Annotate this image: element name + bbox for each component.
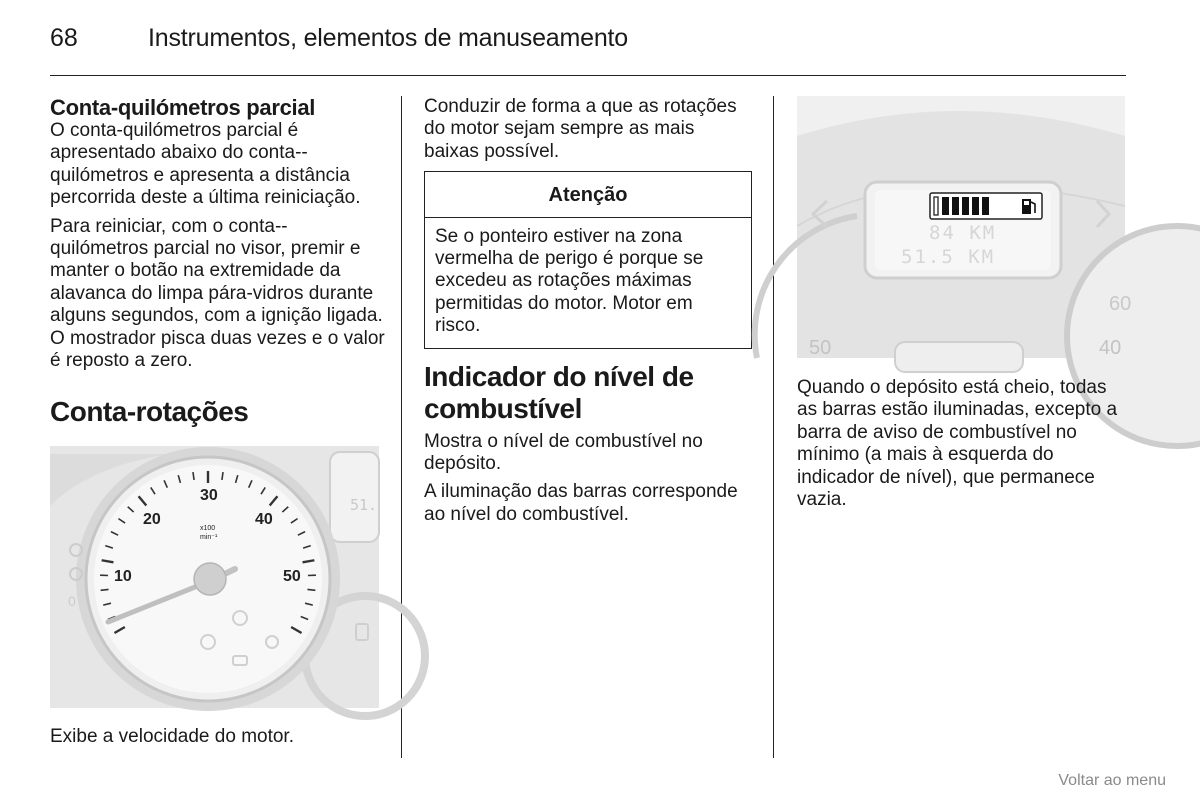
- svg-text:60: [1109, 293, 1131, 315]
- tick-mark: [307, 589, 315, 590]
- unit-label: x100: [200, 525, 216, 532]
- svg-text:10: [114, 568, 132, 585]
- section-heading-tachometer: Conta-rotações: [50, 396, 249, 428]
- warning-body: Se o ponteiro estiver na zona vermelha de perigo é porque se excedeu as rotações máximas permitidas do motor. Motor em risco.: [435, 225, 704, 337]
- figure-caption: Exibe a velocidade do motor.: [50, 726, 294, 747]
- fuel-gauge-image: [797, 96, 1132, 359]
- tick-mark: [222, 472, 223, 480]
- paragraph: Para reiniciar, com o conta--quilómetros parcial no visor, premir e manter o botão na extremidade da alavanca do limpa pára-vidros durante alguns segundos, com a ignição ligada. O mostrador pisca duas vezes e o valor é reposto a zero.: [50, 215, 385, 372]
- svg-text:51.5 KM: [901, 246, 995, 268]
- display-line: 84 KM: [929, 222, 997, 244]
- tachometer-caption-block: [50, 726, 385, 754]
- svg-text:51.: [350, 496, 377, 514]
- tick-label: 30: [200, 487, 218, 504]
- back-to-menu-link[interactable]: Voltar ao menu: [1058, 772, 1166, 789]
- tick-label: 40: [255, 511, 273, 528]
- gauge-label: 40: [1099, 337, 1122, 359]
- side-display-text: 51.: [350, 496, 378, 514]
- tick-label: 50: [283, 568, 301, 585]
- display-line: 51.5 KM: [901, 246, 996, 268]
- figure-caption: Quando o depósito está cheio, todas as barras estão iluminadas, excepto a barra de aviso de combustível no mínimo (a mais à esquerda do indicador de nível), que permanece vazia.: [797, 377, 1118, 511]
- svg-text:20: [143, 511, 161, 528]
- svg-text:50: [809, 337, 831, 359]
- column-divider: [773, 96, 774, 758]
- paragraph: A iluminação das barras corresponde ao nível do combustível.: [424, 481, 738, 525]
- header-rule: [50, 75, 1126, 76]
- tick-mark: [101, 589, 109, 590]
- section-heading-fuel-gauge: Indicador do nível de combustível: [424, 360, 694, 424]
- column-right: [797, 377, 1127, 517]
- warning-box: [424, 171, 752, 348]
- paragraph: O conta-quilómetros parcial é apresentado abaixo do conta--quilómetros e apresenta a distância percorrida deste a última reiniciação.: [50, 120, 361, 209]
- tachometer-image: [50, 446, 379, 708]
- gauge-label: 60: [1109, 293, 1132, 315]
- warning-title: Atenção: [425, 172, 751, 217]
- column-left: [50, 96, 385, 428]
- svg-text:40: [255, 511, 273, 528]
- page-header-title: Instrumentos, elementos de manuseamento: [148, 24, 628, 52]
- paragraph: Mostra o nível de combustível no depósito.: [424, 430, 703, 475]
- column-divider: [401, 96, 402, 758]
- svg-text:50: [283, 568, 301, 585]
- svg-text:min⁻¹: [200, 534, 218, 541]
- svg-text:40: [1099, 337, 1121, 359]
- page-number: 68: [50, 24, 78, 52]
- svg-text:30: [200, 487, 218, 504]
- tick-mark: [193, 472, 194, 480]
- tick-label: 20: [143, 511, 161, 528]
- svg-text:84 KM: [929, 222, 996, 244]
- svg-text:x100: [200, 525, 215, 532]
- tick-label: 10: [114, 568, 132, 585]
- paragraph: Conduzir de forma a que as rotações do motor sejam sempre as mais baixas possível.: [424, 96, 737, 162]
- section-heading-trip-odometer: Conta-quilómetros parcial: [50, 95, 316, 120]
- column-middle: [424, 96, 752, 532]
- svg-text:0: 0: [68, 593, 76, 609]
- gauge-label: 50: [809, 337, 832, 359]
- unit-label: min⁻¹: [200, 534, 218, 541]
